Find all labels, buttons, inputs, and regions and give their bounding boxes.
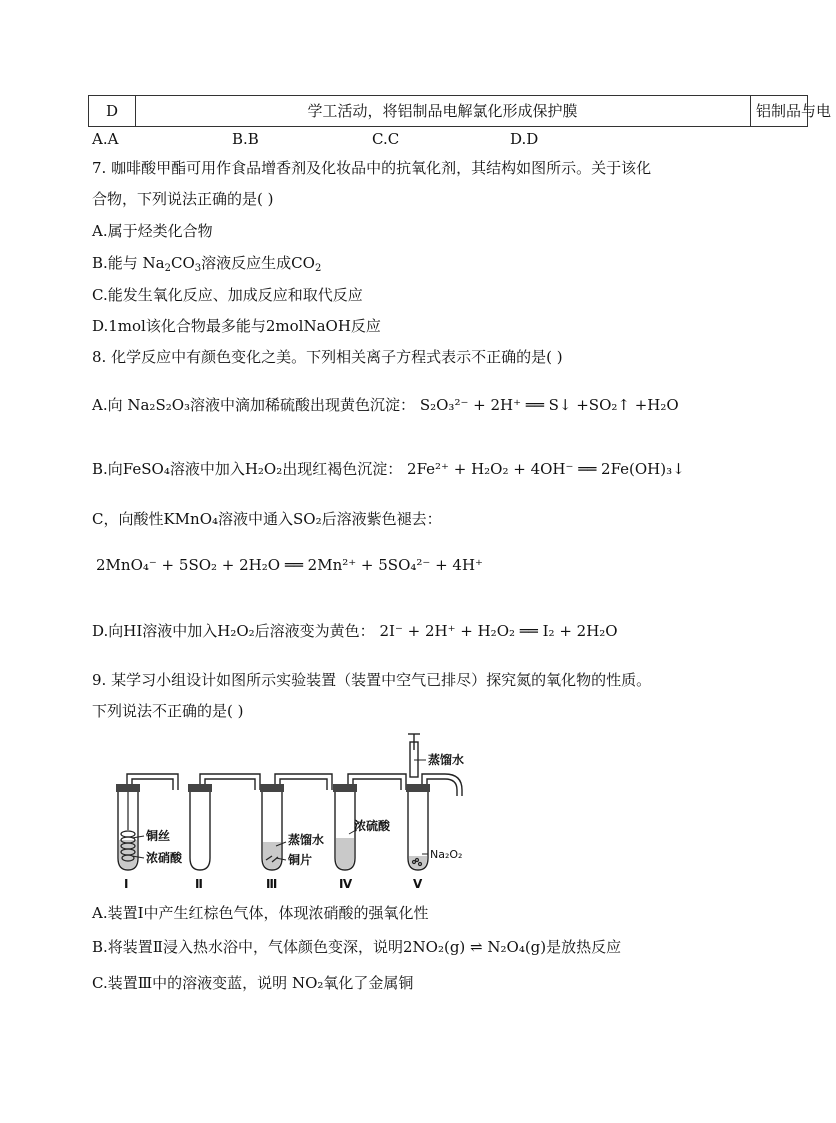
q7-option-d: D.1mol该化合物最多能与2molNaOH反应 xyxy=(92,317,381,335)
label-tube-2: Ⅱ xyxy=(195,877,203,891)
label-tube-5: Ⅴ xyxy=(413,877,423,891)
label-conc-sulfuric: 浓硫酸 xyxy=(354,819,391,833)
q9-option-a: A.装置Ⅰ中产生红棕色气体，体现浓硝酸的强氧化性 xyxy=(92,904,429,922)
q8-stem: 8. 化学反应中有颜色变化之美。下列相关离子方程式表示不正确的是( ) xyxy=(92,348,563,366)
q9-stem-line1: 9. 某学习小组设计如图所示实验装置（装置中空气已排尽）探究氮的氧化物的性质。 xyxy=(92,671,652,689)
prev-option-b: B.B xyxy=(232,130,259,148)
table-cell-activity: 学工活动，将铝制品电解氯化形成保护膜 xyxy=(135,96,751,126)
q7-stem-line2: 合物，下列说法正确的是( ) xyxy=(92,190,274,208)
label-copper-sheet: 铜片 xyxy=(288,853,313,867)
q7-option-b: B.能与 $Na_2CO_3$溶液反应生成$CO_2$ xyxy=(92,254,322,274)
q8-option-b-equation: 2Fe²⁺ + H₂O₂ + 4OH⁻ ══ 2Fe(OH)₃↓ xyxy=(407,460,685,478)
apparatus-figure xyxy=(100,730,500,895)
q9-option-c: C.装置Ⅲ中的溶液变蓝，说明 NO₂氧化了金属铜 xyxy=(92,974,414,992)
q8-option-b: B.向FeSO₄溶液中加入H₂O₂出现红褐色沉淀： 2Fe²⁺ + H₂O₂ + 4OH⁻ ══ 2Fe(OH)₃↓ xyxy=(92,460,685,478)
answer-table-row xyxy=(88,95,832,127)
q8-option-d-equation: 2I⁻ + 2H⁺ + H₂O₂ ══ I₂ + 2H₂O xyxy=(379,622,618,640)
q7-stem-line1: 7. 咖啡酸甲酯可用作食品增香剂及化妆品中的抗氧化剂，其结构如图所示。关于该化 xyxy=(92,159,652,177)
label-copper-wire: 铜丝 xyxy=(146,829,171,843)
label-tube-4: Ⅳ xyxy=(339,877,353,891)
q8-option-c: C，向酸性KMnO₄溶液中通入SO₂后溶液紫色褪去： xyxy=(92,510,442,528)
table-cell-letter: D xyxy=(89,96,136,126)
prev-option-d: D.D xyxy=(510,130,539,148)
label-na2o2: Na₂O₂ xyxy=(430,848,463,861)
q7-option-a: A.属于烃类化合物 xyxy=(92,222,213,240)
q9-stem-line2: 下列说法不正确的是( ) xyxy=(92,702,244,720)
prev-option-c: C.C xyxy=(372,130,400,148)
table-cell-reason: 铝制品与电 xyxy=(756,102,832,120)
label-tube-3: Ⅲ xyxy=(266,877,278,891)
q8-option-a: A.向 Na₂S₂O₃溶液中滴加稀硫酸出现黄色沉淀： S₂O₃²⁻ + 2H⁺ ══ S↓ +SO₂↑ +H₂O xyxy=(92,396,679,414)
label-distilled-water-3: 蒸馏水 xyxy=(288,833,325,847)
q8-option-d: D.向HI溶液中加入H₂O₂后溶液变为黄色： 2I⁻ + 2H⁺ + H₂O₂ ══ I₂ + 2H₂O xyxy=(92,622,618,640)
test-tube-2 xyxy=(190,788,210,870)
label-tube-1: Ⅰ xyxy=(124,877,129,891)
label-conc-nitric: 浓硝酸 xyxy=(146,851,183,865)
q9-option-b: B.将装置Ⅱ浸入热水浴中，气体颜色变深，说明2NO₂(g) ⇌ N₂O₄(g)是放热反应 xyxy=(92,938,622,956)
q8-option-c-equation: 2MnO₄⁻ + 5SO₂ + 2H₂O ══ 2Mn²⁺ + 5SO₄²⁻ + 4H⁺ xyxy=(96,556,483,574)
prev-option-a: A.A xyxy=(92,130,119,148)
label-distilled-water-top: 蒸馏水 xyxy=(428,753,465,767)
q7-option-c: C.能发生氧化反应、加成反应和取代反应 xyxy=(92,286,363,304)
q8-option-a-equation: S₂O₃²⁻ + 2H⁺ ══ S↓ +SO₂↑ +H₂O xyxy=(419,396,679,414)
